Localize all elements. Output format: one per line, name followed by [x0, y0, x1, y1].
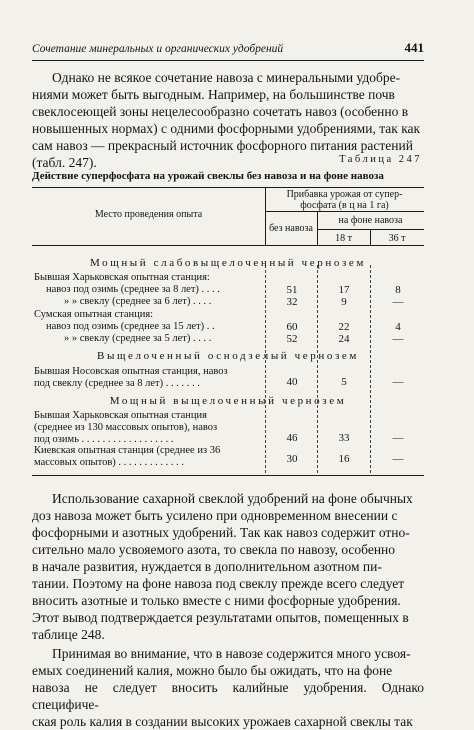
- text-line: сительно мало усвояемого азота, то свекла по навозу, особенно: [32, 542, 396, 557]
- row-label-line: навоз под озимь (среднее за 8 лет) . . . .: [46, 284, 220, 295]
- row-label: » » свеклу (среднее за 6 лет) . . . .: [64, 296, 212, 307]
- text-line: Использование сахарной свеклой удобрений на фоне обычных: [52, 491, 413, 506]
- text-line: ская роль калия в создании высоких урожаев сахарной свеклы так: [32, 714, 413, 729]
- cell-value: 46: [286, 432, 298, 444]
- cell-value: 22: [338, 321, 350, 333]
- row-label: [34, 309, 215, 333]
- row-label: [34, 366, 228, 390]
- cell-value: —: [392, 376, 404, 388]
- row-label-line: Бывшая Носовская опытная станция, навоз: [34, 366, 228, 377]
- row-label-line: Бывшая Харьковская опытная станция: [34, 410, 207, 421]
- header-increase-line: Прибавка урожая от супер-: [286, 189, 403, 200]
- row-label-line: (среднее из 130 массовых опытов), навоз: [34, 422, 218, 433]
- text-line: (табл. 247).: [32, 155, 97, 170]
- text-line: навоза не следует вносить калийные удобрения. Однако специфиче-: [32, 680, 424, 712]
- text-line: вносить азотные и только вместе с ними фосфорные удобрения.: [32, 593, 401, 608]
- cell-value: 17: [338, 284, 350, 296]
- header-place: Место проведения опыта: [94, 209, 203, 220]
- cell-value: 51: [286, 284, 298, 296]
- body-col-divider: [265, 265, 266, 473]
- row-label: [34, 272, 220, 296]
- table-bottom-rule: [32, 475, 424, 476]
- row-label: » » свеклу (среднее за 5 лет) . . . .: [64, 333, 212, 344]
- body-col-divider: [370, 265, 371, 473]
- row-label-line: под озимь . . . . . . . . . . . . . . . . . .: [34, 434, 174, 445]
- header-dose-18: 18 т: [335, 233, 352, 244]
- body-col-divider: [317, 265, 318, 473]
- header-no-manure: без навоза: [269, 223, 313, 234]
- cell-value: 32: [286, 296, 298, 308]
- row-label: [34, 410, 217, 446]
- running-title: Сочетание минеральных и органических удобрений: [32, 43, 284, 55]
- row-label-line: Киевская опытная станция (среднее из 36: [34, 445, 221, 456]
- text-line: доз навоза может быть усилено при одновременном внесении с: [32, 508, 398, 523]
- header-increase: [265, 189, 424, 211]
- cell-value: 9: [341, 296, 347, 308]
- cell-value: 52: [286, 333, 298, 345]
- text-line: таблице 248.: [32, 627, 105, 642]
- page-number: 441: [404, 40, 424, 55]
- text-line: ниями может быть выгодным. Например, на большинстве почв: [32, 87, 395, 102]
- table-top-rule: [32, 187, 424, 188]
- cell-value: 16: [338, 453, 350, 465]
- row-label: [34, 445, 220, 469]
- header-on-manure: на фоне навоза: [338, 215, 403, 226]
- cell-value: —: [392, 333, 404, 345]
- cell-value: 30: [286, 453, 298, 465]
- section-title: Мощный выщелоченный чернозем: [109, 395, 347, 407]
- text-line: тании. Поэтому на фоне навоза под свеклу прежде всего следует: [32, 576, 405, 591]
- data-table: [32, 187, 424, 483]
- text-line: свеклосеющей зоны нецелесообразно сочетать навоз (особенно в: [32, 104, 409, 119]
- cell-value: 33: [338, 432, 350, 444]
- header-rule-increase: [265, 211, 424, 212]
- table-title: Действие суперфосфата на урожай свеклы без навоза и на фоне навоза: [32, 170, 384, 182]
- cell-value: —: [392, 453, 404, 465]
- cell-value: 40: [286, 376, 298, 388]
- page-header: [32, 40, 424, 61]
- text-line: в начале развития, нуждается в дополнительном азотном пи-: [32, 559, 382, 574]
- cell-value: 4: [395, 321, 401, 333]
- cell-value: 8: [395, 284, 401, 296]
- cell-value: —: [392, 296, 404, 308]
- text-line: Однако не всякое сочетание навоза с минеральными удобре-: [52, 70, 401, 85]
- text-line: Этот вывод подтверждается результатами опытов, помещенных в: [32, 610, 409, 625]
- text-line: емых соединений калия, можно было бы ожидать, что на фоне: [32, 663, 393, 678]
- text-line: фосфорными и азотных удобрений. Так как навоз содержит отно-: [32, 525, 410, 540]
- row-label-line: Сумская опытная станция:: [34, 309, 154, 320]
- row-label-line: Бывшая Харьковская опытная станция:: [34, 272, 210, 283]
- row-label-line: под свеклу (среднее за 8 лет) . . . . . . .: [34, 378, 200, 389]
- cell-value: —: [392, 432, 404, 444]
- text-line: сам навоз — прекрасный источник фосфорного питания растений: [32, 138, 413, 153]
- paragraph-body: [32, 490, 424, 643]
- table-header-rule: [32, 245, 424, 246]
- text-line: новышенных нормах) с одними фосфорными удобрениями, так как: [32, 121, 421, 136]
- cell-value: 24: [338, 333, 350, 345]
- paragraph-potassium: [32, 645, 424, 730]
- table-label: Таблица 247: [339, 154, 422, 165]
- text-line: Принимая во внимание, что в навозе содержится много усвоя-: [52, 646, 411, 661]
- header-dose-36: 36 т: [388, 233, 406, 244]
- row-label-line: массовых опытов) . . . . . . . . . . . . .: [34, 457, 185, 468]
- section-title: Выщелоченный оснодзелый чернозем: [97, 350, 359, 362]
- cell-value: 60: [286, 321, 298, 333]
- section-title: Мощный слабовыщелоченный чернозем: [90, 257, 366, 269]
- header-increase-line: фосфата (в ц на 1 га): [300, 200, 389, 211]
- row-label-line: навоз под озимь (среднее за 15 лет) . .: [46, 321, 215, 332]
- cell-value: 5: [341, 376, 347, 388]
